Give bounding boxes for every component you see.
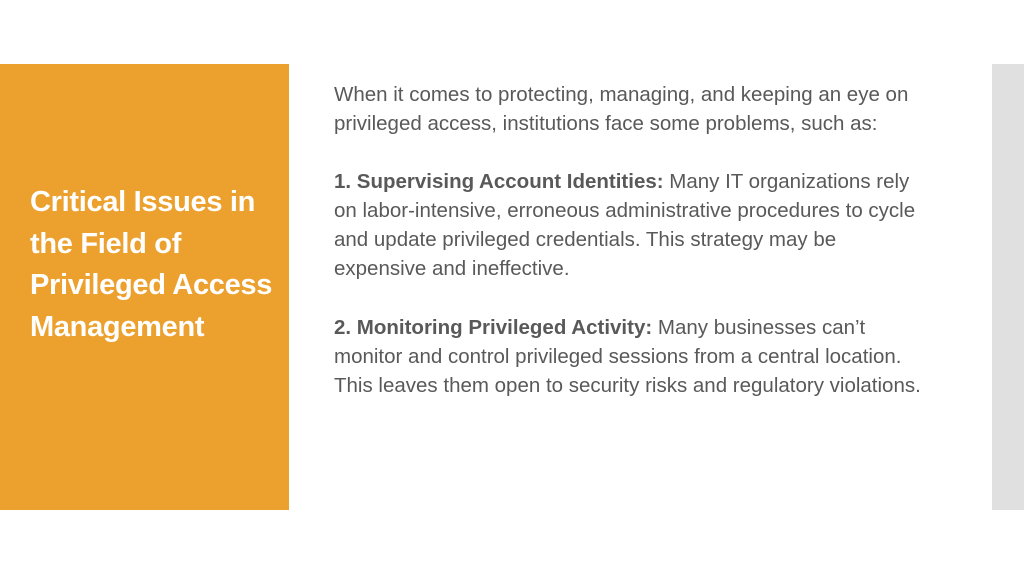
issue-item-2-heading: 2. Monitoring Privileged Activity: (334, 316, 653, 339)
slide-body (334, 80, 934, 400)
issue-item-2 (334, 313, 924, 400)
slide-title: Critical Issues in the Field of Privileged Access Management (30, 186, 273, 343)
issue-item-2-text: Many businesses can’t monitor and control privileged sessions from a central location. This leaves them open to security risks and regulatory violations. (334, 316, 921, 397)
side-accent-bar (992, 64, 1024, 510)
issue-item-1 (334, 167, 934, 283)
issue-item-1-text: Many IT organizations rely on labor-intensive, erroneous administrative procedures to cycle and update privileged credentials. This strategy may be expensive and ineffective. (334, 170, 916, 280)
issue-item-1-heading: 1. Supervising Account Identities: (334, 170, 664, 193)
intro-paragraph: When it comes to protecting, managing, and keeping an eye on privileged access, institutions face some problems, such as: (334, 83, 909, 135)
